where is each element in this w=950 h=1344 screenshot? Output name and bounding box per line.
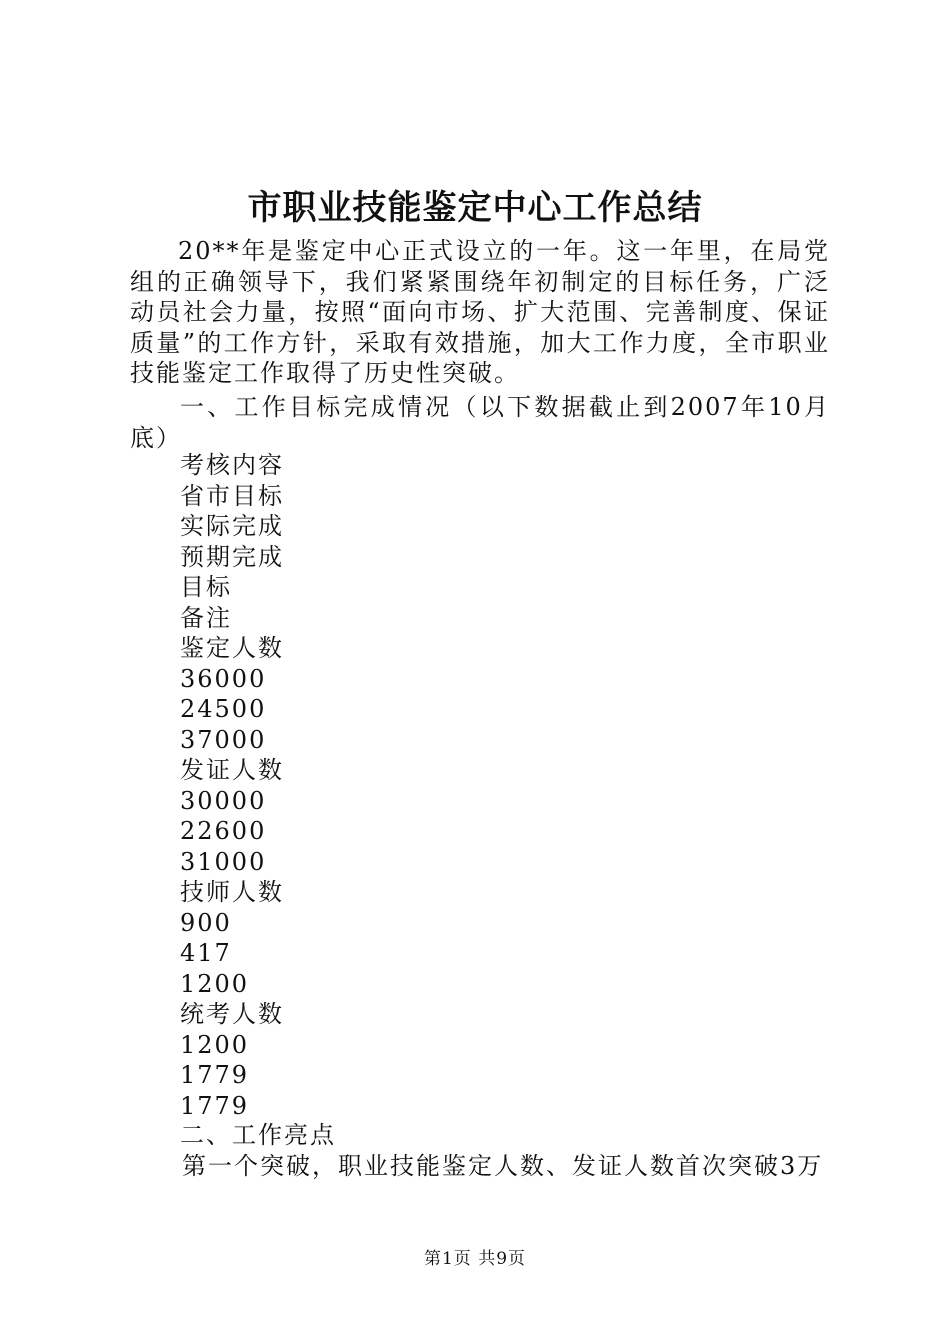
section2-heading: 二、工作亮点 <box>180 1121 336 1149</box>
table-line: 1779 <box>180 1061 250 1089</box>
table-line: 鉴定人数 <box>180 634 284 662</box>
table-line: 30000 <box>180 786 267 815</box>
table-line: 预期完成 <box>180 542 284 571</box>
table-line: 37000 <box>180 725 267 754</box>
table-line: 22600 <box>180 817 267 845</box>
table-line: 统考人数 <box>180 1000 284 1028</box>
table-line: 考核内容 <box>180 451 284 479</box>
target-table-lines <box>180 450 284 1121</box>
table-line: 1200 <box>180 1030 250 1059</box>
table-line: 24500 <box>180 695 267 723</box>
table-line: 417 <box>180 939 232 967</box>
table-line: 目标 <box>180 573 232 601</box>
table-line: 900 <box>180 908 232 937</box>
intro-paragraph: 20**年是鉴定中心正式设立的一年。这一年里，在局党组的正确领导下，我们紧紧围绕年初制定的目标任务，广泛动员社会力量，按照“面向市场、扩大范围、完善制度、保证质量”的工作方针，采取有效措施，加大工作力度，全市职业技能鉴定工作取得了历史性突破。 <box>130 237 830 387</box>
table-line: 31000 <box>180 847 267 876</box>
table-line: 省市目标 <box>180 481 284 510</box>
section1-heading: 一、工作目标完成情况（以下数据截止到2007年10月底） <box>130 393 830 452</box>
table-line: 发证人数 <box>180 756 284 784</box>
page-indicator: 第1页 共9页 <box>423 1249 527 1269</box>
table-line: 技师人数 <box>180 878 284 906</box>
document-title: 市职业技能鉴定中心工作总结 <box>247 188 703 228</box>
table-line: 1200 <box>180 969 250 998</box>
table-line: 实际完成 <box>180 512 284 540</box>
table-line: 备注 <box>180 603 232 632</box>
table-line: 36000 <box>180 664 267 693</box>
highlight-paragraph: 第一个突破，职业技能鉴定人数、发证人数首次突破3万 <box>182 1152 824 1180</box>
table-line: 1779 <box>180 1091 250 1120</box>
